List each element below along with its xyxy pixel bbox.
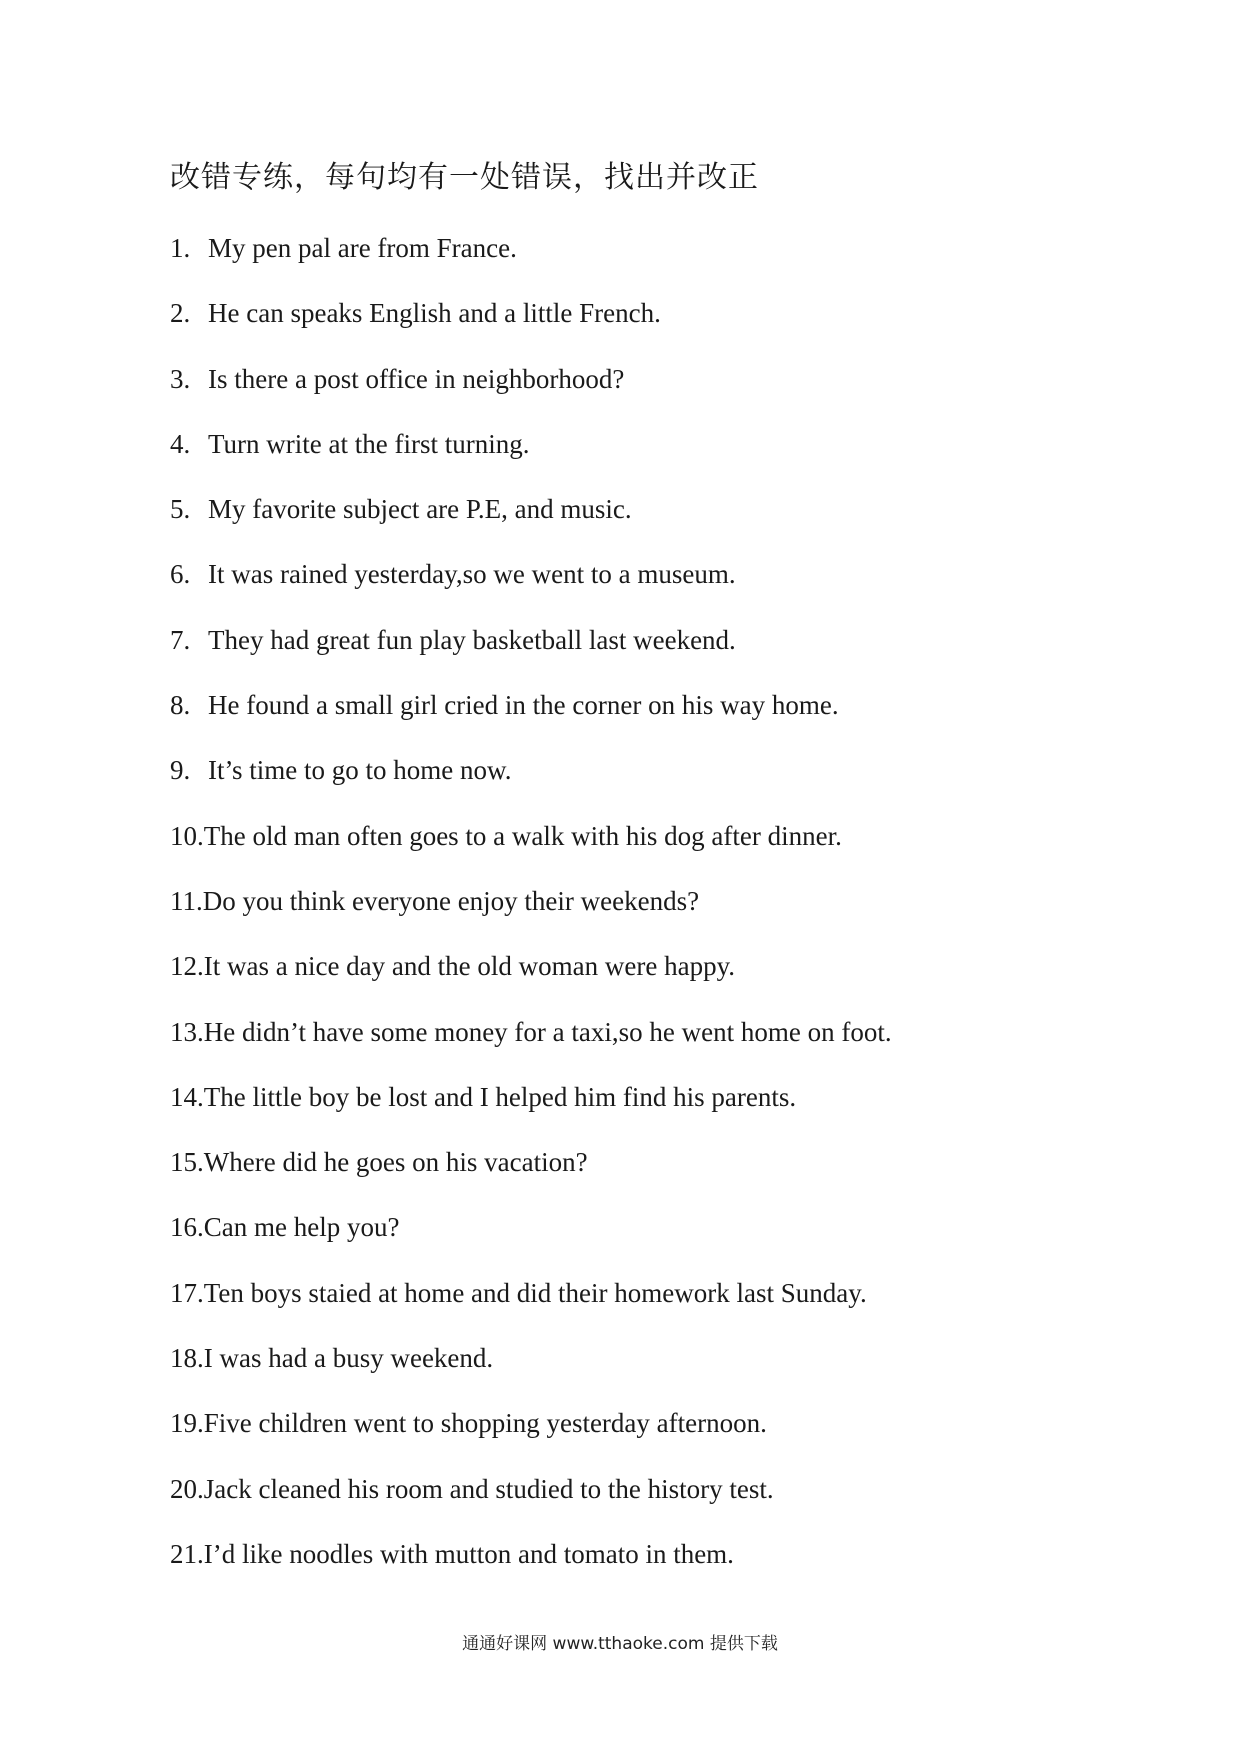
question-number: 18. bbox=[170, 1343, 204, 1374]
question-item bbox=[170, 881, 892, 946]
question-text: I was had a busy weekend. bbox=[203, 1343, 494, 1374]
question-item bbox=[170, 359, 892, 424]
question-list bbox=[170, 228, 892, 1599]
question-item bbox=[170, 1534, 892, 1599]
question-number: 10. bbox=[170, 820, 204, 851]
question-item bbox=[170, 946, 892, 1011]
question-text: I’d like noodles with mutton and tomato in them. bbox=[203, 1538, 734, 1569]
question-text: Is there a post office in neighborhood? bbox=[208, 363, 625, 394]
question-text: My pen pal are from France. bbox=[208, 233, 517, 263]
question-number: 20. bbox=[170, 1473, 204, 1504]
question-item bbox=[170, 228, 892, 293]
question-text: Turn write at the first turning. bbox=[208, 428, 530, 459]
question-text: He can speaks English and a little French. bbox=[208, 298, 661, 329]
question-text: Jack cleaned his room and studied to the history test. bbox=[203, 1473, 774, 1504]
question-item bbox=[170, 489, 892, 554]
question-item bbox=[170, 1273, 892, 1338]
question-number: 7. bbox=[170, 624, 191, 655]
question-number: 9. bbox=[170, 755, 191, 786]
question-item bbox=[170, 1077, 892, 1142]
page-title: 改错专练，每句均有一处错误，找出并改正 bbox=[170, 161, 759, 194]
question-text: Where did he goes on his vacation? bbox=[203, 1147, 588, 1178]
question-number: 6. bbox=[170, 559, 191, 590]
question-number: 11. bbox=[170, 885, 203, 916]
question-item bbox=[170, 1403, 892, 1468]
question-item bbox=[170, 424, 892, 489]
question-item bbox=[170, 816, 892, 881]
question-text: He didn’t have some money for a taxi,so he went home on foot. bbox=[203, 1016, 892, 1047]
question-item bbox=[170, 554, 892, 619]
question-text: Do you think everyone enjoy their weekends? bbox=[202, 885, 700, 916]
question-number: 1. bbox=[170, 233, 191, 263]
question-number: 3. bbox=[170, 363, 191, 394]
question-number: 16. bbox=[170, 1212, 204, 1243]
question-item bbox=[170, 620, 892, 685]
question-number: 5. bbox=[170, 494, 191, 525]
question-text: The little boy be lost and I helped him find his parents. bbox=[203, 1081, 797, 1112]
question-item bbox=[170, 750, 892, 815]
question-number: 4. bbox=[170, 428, 191, 459]
question-number: 2. bbox=[170, 298, 191, 329]
question-text: The old man often goes to a walk with his dog after dinner. bbox=[203, 820, 842, 851]
question-number: 8. bbox=[170, 690, 191, 721]
question-text: Can me help you? bbox=[203, 1212, 400, 1243]
question-text: Ten boys staied at home and did their homework last Sunday. bbox=[203, 1277, 867, 1308]
question-item bbox=[170, 293, 892, 358]
question-item bbox=[170, 1207, 892, 1272]
question-number: 21. bbox=[170, 1538, 204, 1569]
question-item bbox=[170, 1142, 892, 1207]
question-item bbox=[170, 685, 892, 750]
question-item bbox=[170, 1469, 892, 1534]
question-number: 19. bbox=[170, 1408, 204, 1439]
question-number: 12. bbox=[170, 951, 204, 982]
question-number: 15. bbox=[170, 1147, 204, 1178]
question-text: They had great fun play basketball last weekend. bbox=[208, 624, 736, 655]
question-text: My favorite subject are P.E, and music. bbox=[208, 494, 632, 525]
question-text: It was rained yesterday,so we went to a museum. bbox=[208, 559, 736, 590]
question-item bbox=[170, 1012, 892, 1077]
question-number: 13. bbox=[170, 1016, 204, 1047]
question-text: It’s time to go to home now. bbox=[208, 755, 512, 786]
question-text: Five children went to shopping yesterday afternoon. bbox=[203, 1408, 767, 1439]
question-item bbox=[170, 1338, 892, 1403]
question-text: He found a small girl cried in the corner on his way home. bbox=[208, 690, 839, 721]
question-number: 17. bbox=[170, 1277, 204, 1308]
question-text: It was a nice day and the old woman were happy. bbox=[203, 951, 736, 982]
question-number: 14. bbox=[170, 1081, 204, 1112]
footer-source-note: 通通好课网 www.tthaoke.com 提供下载 bbox=[462, 1634, 778, 1654]
